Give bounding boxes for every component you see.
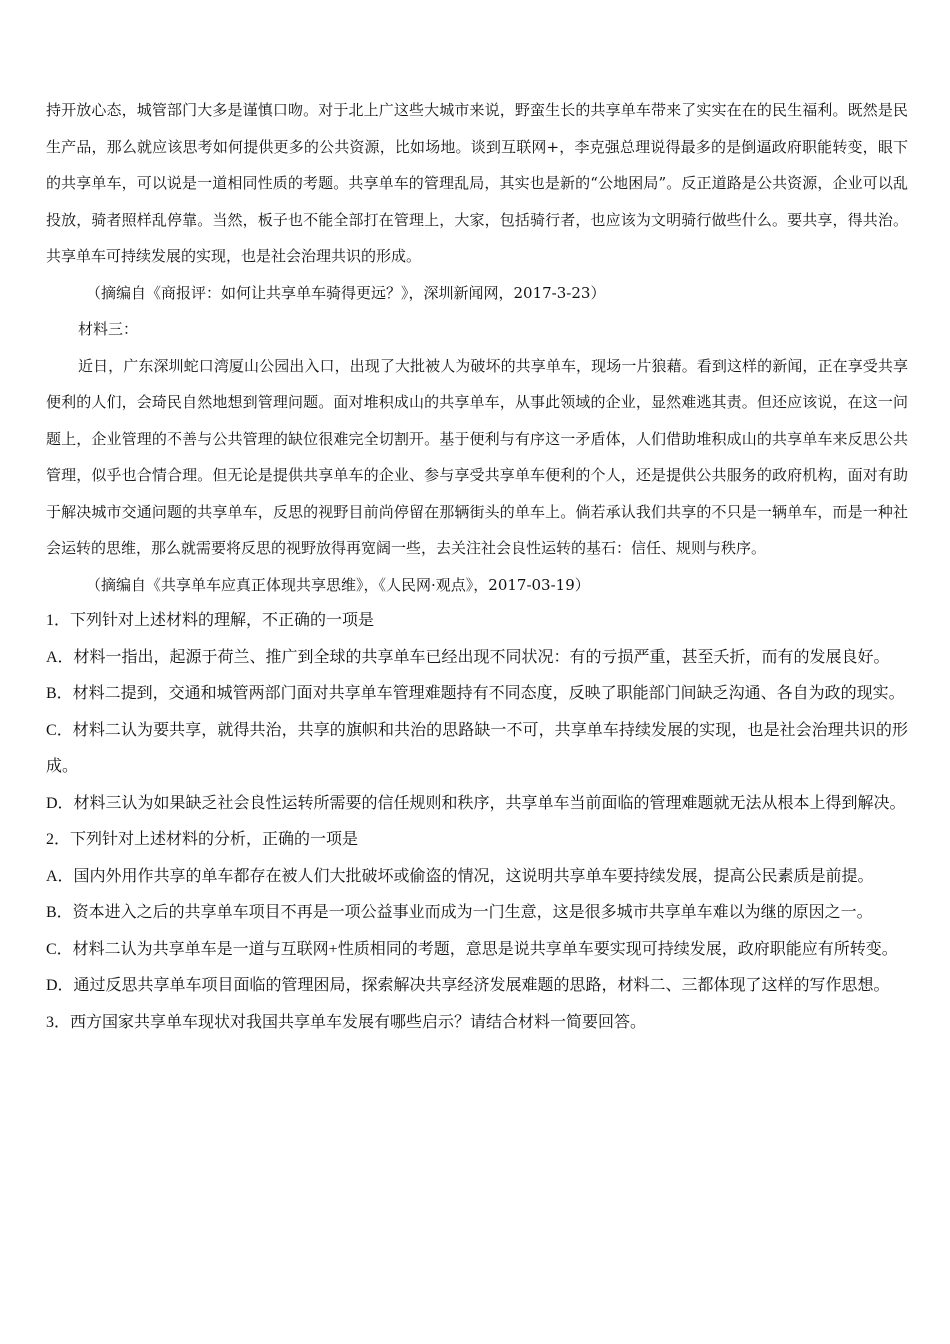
question-2-option-a: A．国内外用作共享的单车都存在被人们大批破坏或偷盗的情况，这说明共享单车要持续发展，提高公民素质是前提。 xyxy=(46,867,874,885)
material2-source: （摘编自《商报评：如何让共享单车骑得更远？》，深圳新闻网，2017-3-23） xyxy=(86,283,606,302)
question-3-stem: 3．西方国家共享单车现状对我国共享单车发展有哪些启示？请结合材料一简要回答。 xyxy=(46,1013,647,1031)
question-1-option-d: D．材料三认为如果缺乏社会良性运转所需要的信任规则和秩序，共享单车当前面临的管理难题就无法从根本上得到解决。 xyxy=(46,794,906,812)
question-2-option-d: D．通过反思共享单车项目面临的管理困局，探索解决共享经济发展难题的思路，材料二、三都体现了这样的写作思想。 xyxy=(46,977,890,994)
material3-source: （摘编自《共享单车应真正体现共享思维》，《人民网·观点》，2017-03-19） xyxy=(86,575,590,594)
material3-paragraph: 近日，广东深圳蛇口湾厦山公园出入口，出现了大批被人为破坏的共享单车，现场一片狼藉。看到这样的新闻，正在享受共享便利的人们，会琦民自然地想到管理问题。面对堆积成山的共享单车，从事此领域的企业，显然难逃其责。但还应该说，在这一问题上，企业管理的不善与公共管理的缺位很难完全切割开。基于便利与有序这一矛盾体，人们借助堆积成山的共享单车来反思公共管理，似乎也合情合理。但无论是提供共享单车的企业、参与享受共享单车便利的个人，还是提供公共服务的政府机构，面对有助于解决城市交通问题的共享单车，反思的视野目前尚停留在那辆街头的单车上。倘若承认我们共享的不只是一辆单车，而是一种社会运转的思维，那么就需要将反思的视野放得再宽阔一些，去关注社会良性运转的基石：信任、规则与秩序。 xyxy=(46,356,908,557)
question-1-option-c: C．材料二认为要共享，就得共治，共享的旗帜和共治的思路缺一不可，共享单车持续发展的实现，也是社会治理共识的形成。 xyxy=(46,721,908,775)
question-1-stem: 1．下列针对上述材料的理解，不正确的一项是 xyxy=(46,612,375,629)
question-1-option-a: A．材料一指出，起源于荷兰、推广到全球的共享单车已经出现不同状况：有的亏损严重，甚至夭折，而有的发展良好。 xyxy=(46,648,890,666)
material3-label: 材料三： xyxy=(78,320,139,338)
question-1-option-b: B．材料二提到，交通和城管两部门面对共享单车管理难题持有不同态度，反映了职能部门间缺乏沟通、各自为政的现实。 xyxy=(46,685,905,702)
question-2-option-c: C．材料二认为共享单车是一道与互联网+性质相同的考题，意思是说共享单车要实现可持续发展，政府职能应有所转变。 xyxy=(46,940,898,958)
material2-tail-paragraph: 持开放心态，城管部门大多是谨慎口吻。对于北上广这些大城市来说，野蛮生长的共享单车带来了实实在在的民生福利。既然是民生产品，那么就应该思考如何提供更多的公共资源，比如场地。谈到互联网+，李克强总理说得最多的是倒逼政府职能转变，眼下的共享单车，可以说是一道相同性质的考题。共享单车的管理乱局，其实也是新的“公地困局”。反正道路是公共资源，企业可以乱投放，骑者照样乱停靠。当然，板子也不能全部打在管理上，大家，包括骑行者，也应该为文明骑行做些什么。要共享，得共治。共享单车可持续发展的实现，也是社会治理共识的形成。 xyxy=(46,101,908,265)
document-page xyxy=(46,92,908,1041)
question-2-stem: 2．下列针对上述材料的分析，正确的一项是 xyxy=(46,831,359,848)
question-2-option-b: B．资本进入之后的共享单车项目不再是一项公益事业而成为一门生意，这是很多城市共享单车难以为继的原因之一。 xyxy=(46,904,873,921)
